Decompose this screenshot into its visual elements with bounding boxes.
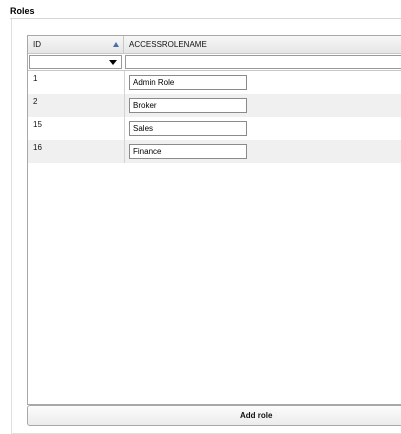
accessrolename-filter-input[interactable]: [125, 55, 401, 69]
add-role-button[interactable]: Add role: [28, 406, 401, 425]
table-row[interactable]: [28, 140, 401, 163]
role-name-input[interactable]: [129, 75, 247, 90]
id-filter-select[interactable]: [29, 55, 122, 69]
column-divider: [124, 140, 125, 163]
column-divider: [124, 71, 125, 94]
table-row[interactable]: [28, 94, 401, 117]
row-id: 15: [33, 120, 42, 129]
column-header-id[interactable]: [28, 36, 124, 54]
roles-grid: [27, 35, 401, 405]
row-id: 1: [33, 74, 38, 83]
column-divider: [124, 94, 125, 117]
row-id: 16: [33, 143, 42, 152]
filter-row: [28, 54, 401, 71]
column-divider: [124, 117, 125, 140]
column-header-accessrolename[interactable]: [124, 36, 401, 54]
table-row[interactable]: [28, 71, 401, 94]
section-title: Roles: [10, 6, 35, 16]
grid-header: [28, 36, 401, 54]
dropdown-arrow-icon[interactable]: [109, 60, 117, 65]
add-role-bar: [27, 405, 401, 426]
row-id: 2: [33, 97, 38, 106]
role-name-input[interactable]: [129, 98, 247, 113]
role-name-input[interactable]: [129, 144, 247, 159]
column-header-id-label: ID: [33, 40, 41, 49]
sort-ascending-icon[interactable]: [113, 42, 119, 47]
role-name-input[interactable]: [129, 121, 247, 136]
table-row[interactable]: [28, 117, 401, 140]
column-header-accessrolename-label: ACCESSROLENAME: [129, 40, 207, 49]
